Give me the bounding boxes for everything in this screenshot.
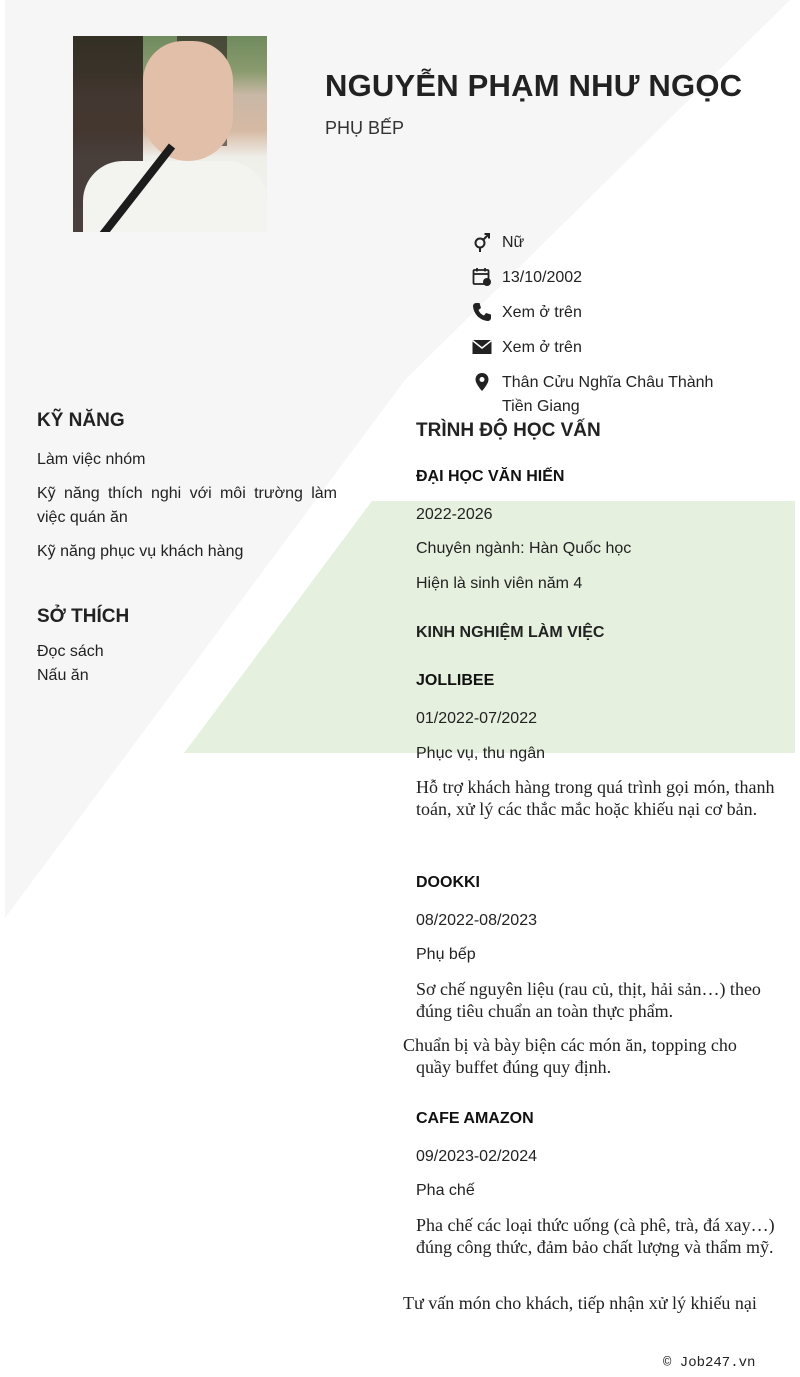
job-company: DOOKKI	[416, 874, 480, 891]
skill-item: Kỹ năng phục vụ khách hàng	[37, 543, 244, 560]
gender-text: Nữ	[502, 234, 525, 251]
job-role: Phục vụ, thu ngân	[416, 745, 545, 762]
phone-icon	[472, 301, 502, 323]
job-description: Hỗ trợ khách hàng trong quá trình gọi món, thanh toán, xử lý các thắc mắc hoặc khiếu nại cơ bản.	[416, 777, 775, 819]
job-role: Phụ bếp	[416, 946, 476, 963]
job-description: Sơ chế nguyên liệu (rau củ, thịt, hải sản…) theo đúng tiêu chuẩn an toàn thực phẩm.	[416, 979, 761, 1021]
job-description: Chuẩn bị và bày biện các món ăn, topping cho quầy buffet đúng quy định.	[403, 1035, 737, 1077]
job-period: 08/2022-08/2023	[416, 912, 537, 929]
hobby-item: Đọc sách	[37, 643, 104, 660]
contact-phone	[472, 301, 772, 336]
education-major: Chuyên ngành: Hàn Quốc học	[416, 540, 632, 557]
hobbies-heading: SỞ THÍCH	[37, 606, 130, 627]
contact-list	[472, 231, 772, 419]
contact-address	[472, 371, 772, 419]
contact-email	[472, 336, 772, 371]
address-line-1: Thân Cửu Nghĩa Châu Thành	[502, 374, 714, 391]
contact-birthday	[472, 266, 772, 301]
school-name: ĐẠI HỌC VĂN HIẾN	[416, 468, 565, 485]
contact-gender	[472, 231, 772, 266]
skill-item: Kỹ năng thích nghi với môi trường làm việc quán ăn	[37, 485, 337, 526]
skills-section	[37, 410, 337, 564]
job-company: JOLLIBEE	[416, 672, 495, 689]
skill-item: Làm việc nhóm	[37, 451, 146, 468]
hobby-item: Nấu ăn	[37, 667, 89, 684]
address-line-2: Tiền Giang	[502, 398, 580, 415]
job-description: Tư vấn món cho khách, tiếp nhận xử lý khiếu nại	[403, 1293, 757, 1313]
hobbies-list	[37, 640, 104, 688]
birthday-text: 13/10/2002	[502, 269, 583, 286]
education-period: 2022-2026	[416, 506, 493, 523]
envelope-icon	[472, 336, 502, 358]
candidate-name: NGUYỄN PHẠM NHƯ NGỌC	[325, 68, 743, 103]
location-pin-icon	[472, 371, 502, 393]
job-period: 09/2023-02/2024	[416, 1148, 537, 1165]
education-section	[416, 420, 786, 442]
education-heading: TRÌNH ĐỘ HỌC VẤN	[416, 420, 601, 441]
job-role: Pha chế	[416, 1182, 475, 1199]
education-status: Hiện là sinh viên năm 4	[416, 575, 583, 592]
footer-copyright: © Job247.vn	[663, 1355, 756, 1371]
address-text	[502, 371, 713, 419]
job-title: PHỤ BẾP	[325, 118, 405, 138]
experience-heading: KINH NGHIỆM LÀM VIỆC	[416, 624, 605, 641]
skills-heading: KỸ NĂNG	[37, 410, 125, 431]
job-period: 01/2022-07/2022	[416, 710, 537, 727]
calendar-icon	[472, 266, 502, 288]
profile-photo	[73, 36, 267, 232]
phone-text: Xem ở trên	[502, 304, 582, 321]
job-description: Pha chế các loại thức uống (cà phê, trà, đá xay…) đúng công thức, đảm bảo chất lượng và thẩm mỹ.	[416, 1215, 775, 1257]
email-text: Xem ở trên	[502, 339, 582, 356]
gender-icon	[472, 231, 502, 253]
job-company: CAFE AMAZON	[416, 1110, 534, 1127]
